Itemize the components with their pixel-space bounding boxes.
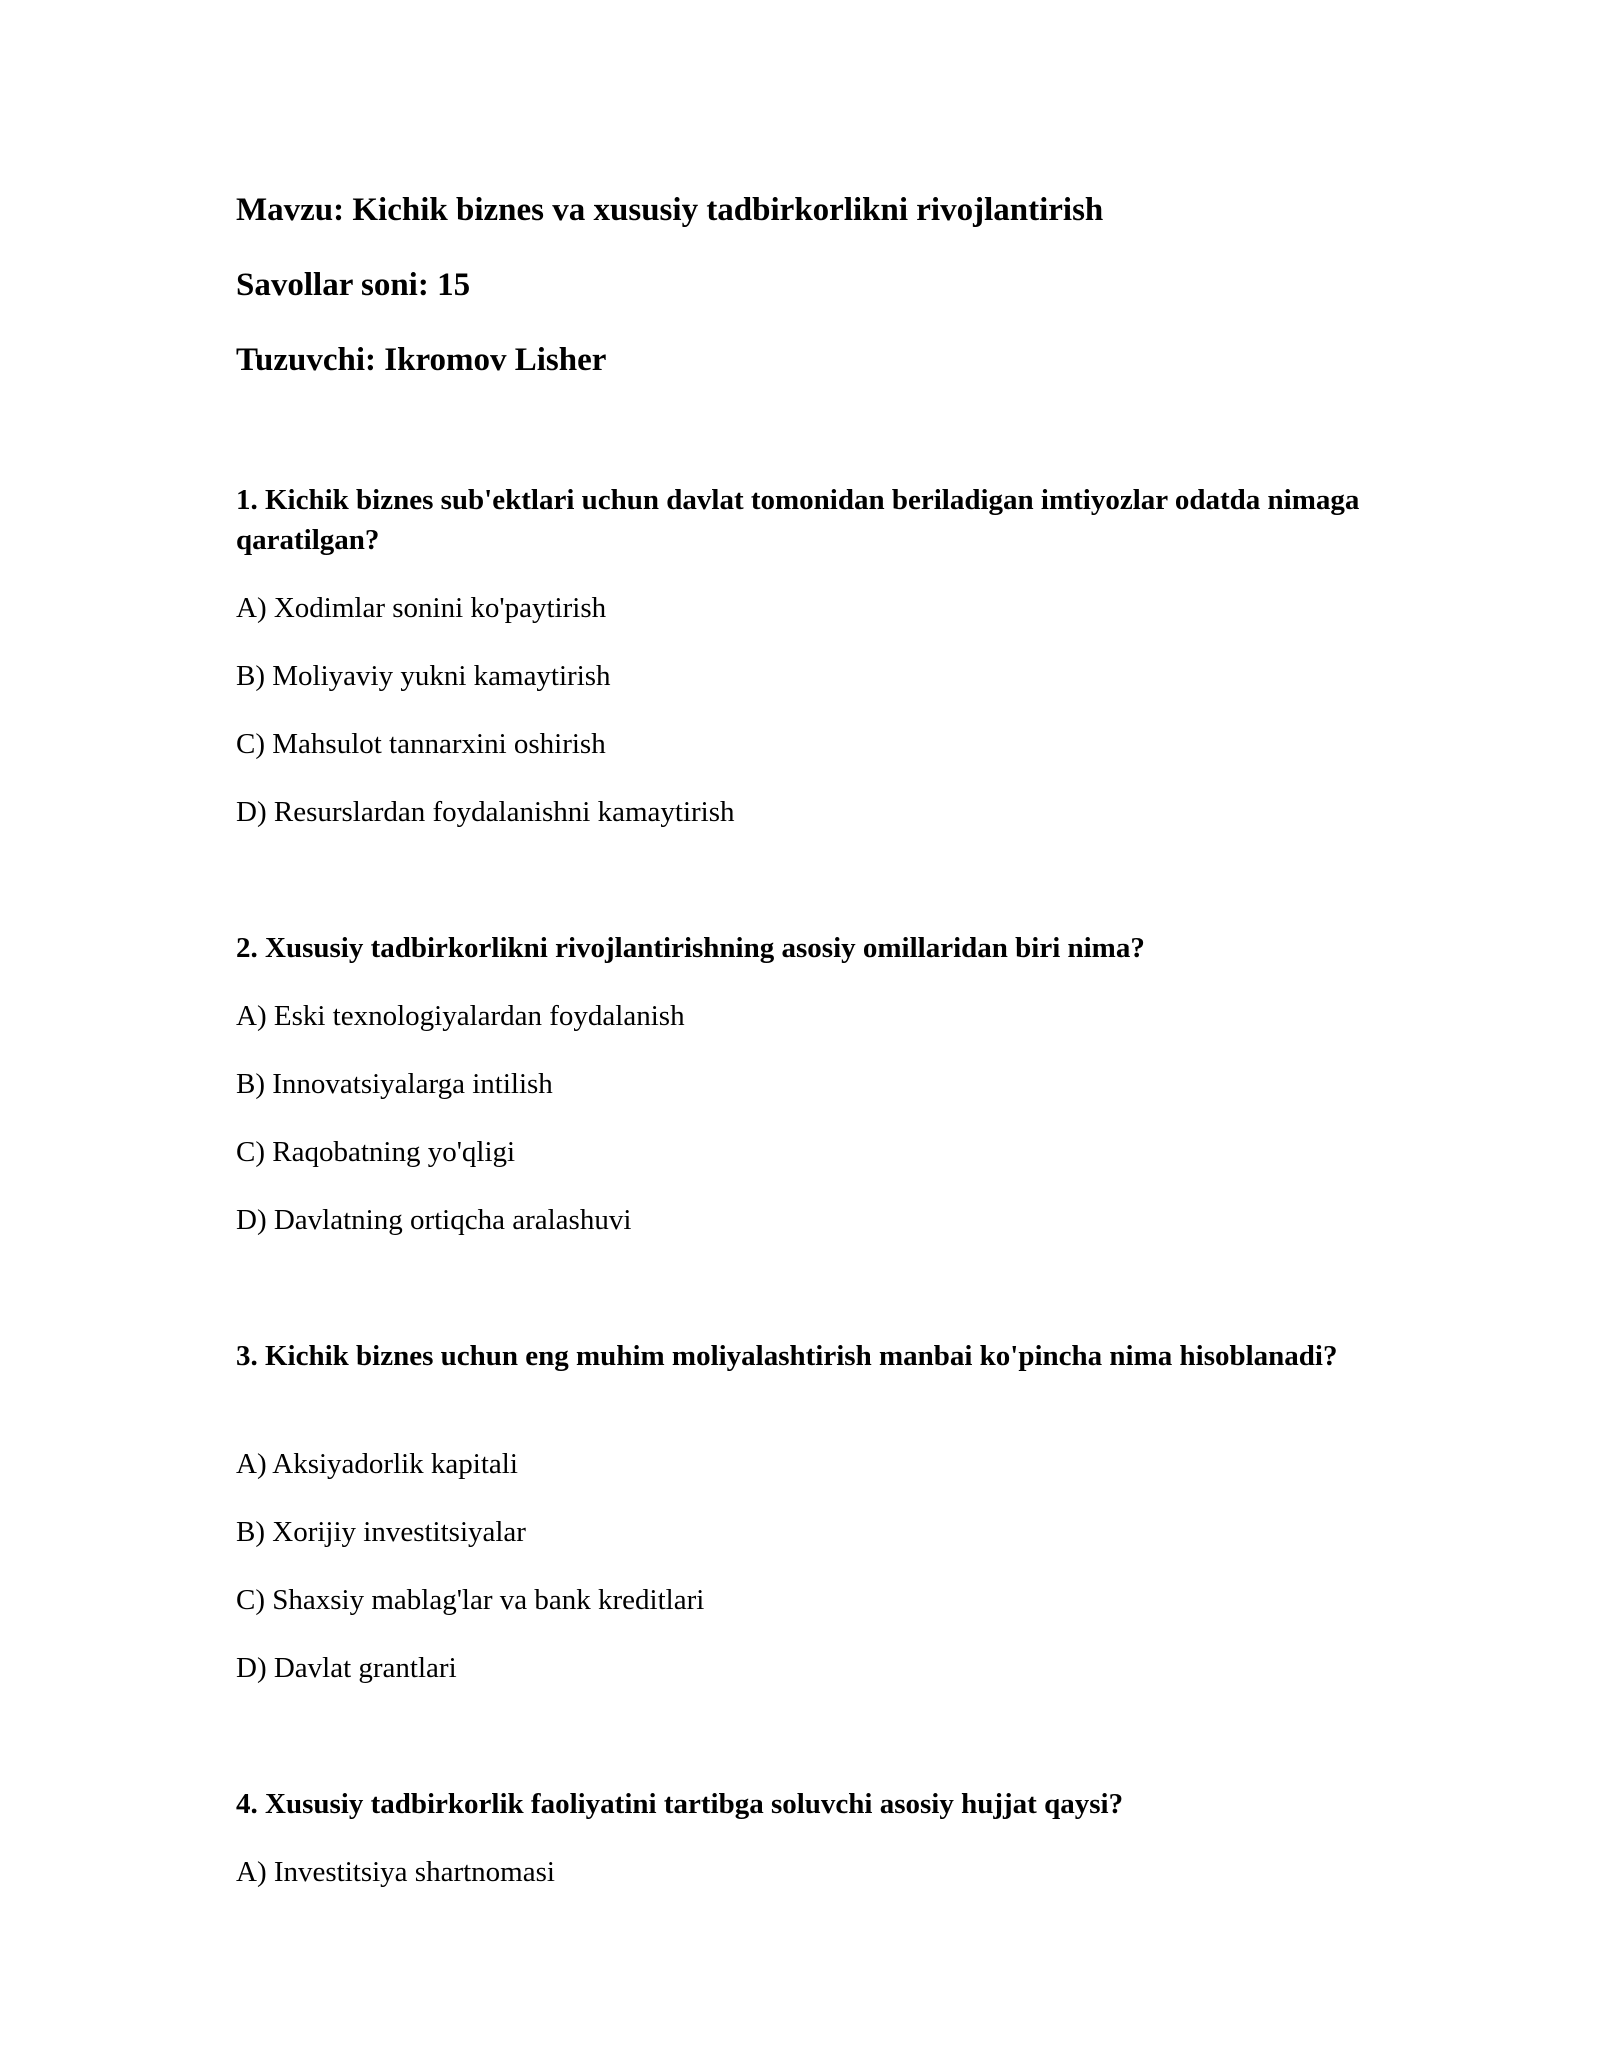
question-2: 2. Xususiy tadbirkorlikni rivojlantirishning asosiy omillaridan biri nima? xyxy=(236,932,1145,964)
question-2-option-c: C) Raqobatning yo'qligi xyxy=(236,1136,516,1168)
question-1: 1. Kichik biznes sub'ektlari uchun davlat tomonidan beriladigan imtiyozlar odatda nimaga qaratilgan? xyxy=(236,484,1360,556)
question-1-option-a: A) Xodimlar sonini ko'paytirish xyxy=(236,592,607,624)
question-3-option-a: A) Aksiyadorlik kapitali xyxy=(236,1448,518,1480)
question-3-option-d: D) Davlat grantlari xyxy=(236,1652,457,1684)
question-1-option-d: D) Resurslardan foydalanishni kamaytirish xyxy=(236,796,735,828)
question-4: 4. Xususiy tadbirkorlik faoliyatini tartibga soluvchi asosiy hujjat qaysi? xyxy=(236,1788,1124,1820)
question-2-option-a: A) Eski texnologiyalardan foydalanish xyxy=(236,1000,685,1032)
question-1-option-b: B) Moliyaviy yukni kamaytirish xyxy=(236,660,611,692)
question-3-option-b: B) Xorijiy investitsiyalar xyxy=(236,1516,526,1548)
author-line: Tuzuvchi: Ikromov Lisher xyxy=(236,342,607,378)
topic-title: Mavzu: Kichik biznes va xususiy tadbirkorlikni rivojlantirish xyxy=(236,192,1104,228)
question-3: 3. Kichik biznes uchun eng muhim moliyalashtirish manbai ko'pincha nima hisoblanadi? xyxy=(236,1340,1338,1372)
question-1-option-c: C) Mahsulot tannarxini oshirish xyxy=(236,728,606,760)
question-3-option-c: C) Shaxsiy mablag'lar va bank kreditlari xyxy=(236,1584,705,1616)
question-4-option-a: A) Investitsiya shartnomasi xyxy=(236,1856,555,1888)
question-2-option-b: B) Innovatsiyalarga intilish xyxy=(236,1068,553,1100)
question-2-option-d: D) Davlatning ortiqcha aralashuvi xyxy=(236,1204,632,1236)
question-count: Savollar soni: 15 xyxy=(236,267,471,303)
